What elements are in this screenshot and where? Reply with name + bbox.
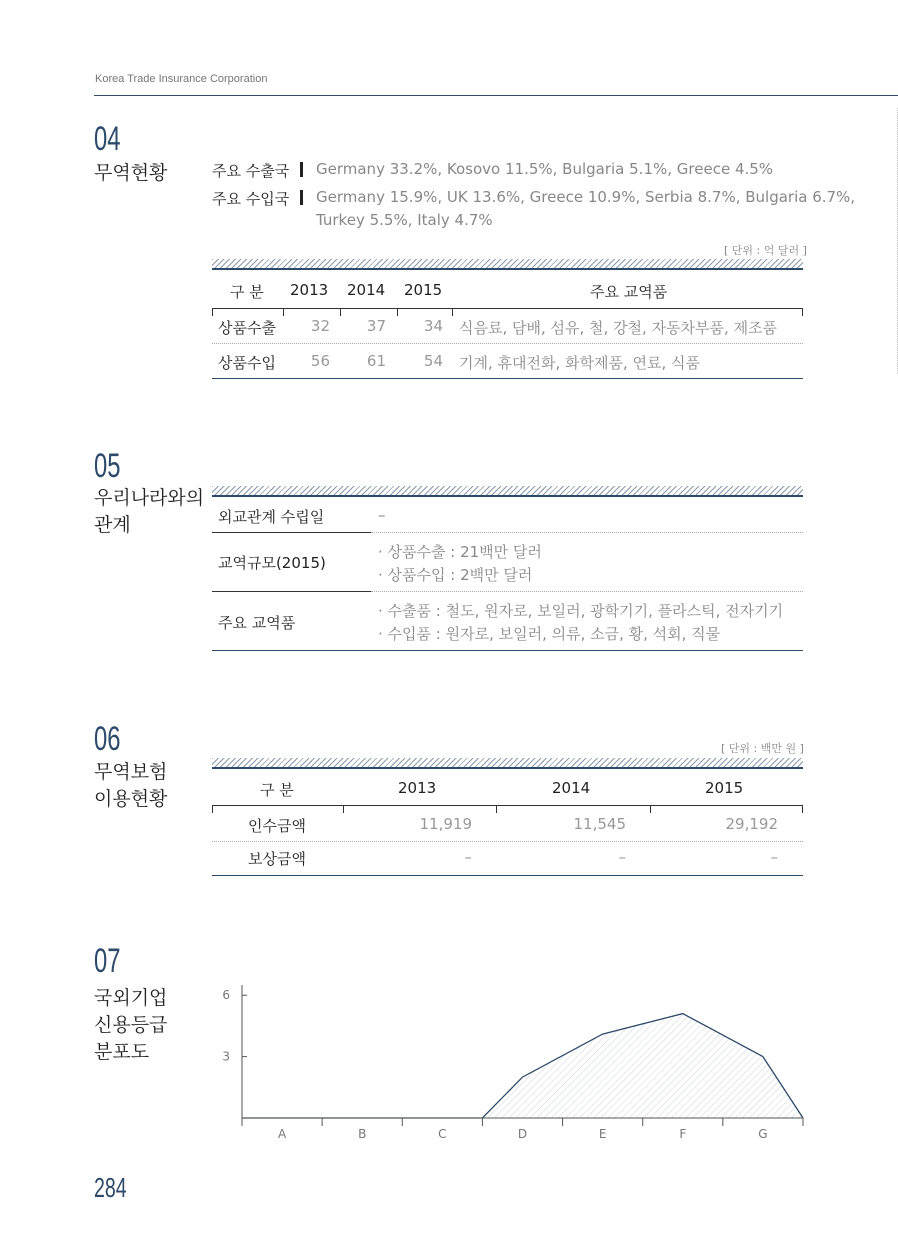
main-exports-label: 주요 수출국 (212, 162, 290, 180)
section-05-title-1: 우리나라와의 (94, 487, 205, 509)
row-label: 주요 교역품 (218, 614, 296, 632)
cell-2015: 54 (423, 352, 443, 370)
row-label: 보상금액 (248, 850, 306, 868)
x-tick-label-d: D (517, 1127, 528, 1141)
row-value: – (378, 506, 386, 524)
col-header-category: 구 분 (230, 283, 264, 301)
x-tick-label-a: A (277, 1127, 287, 1141)
section-05-title-2: 관계 (94, 514, 131, 536)
section-05-number: 05 (94, 447, 121, 485)
y-tick-label: 3 (222, 1049, 230, 1064)
row-label: 교역규모(2015) (218, 554, 326, 572)
main-imports-label: 주요 수입국 (212, 190, 290, 208)
col-header-2014: 2014 (552, 779, 591, 797)
row-value-line: · 상품수입 : 2백만 달러 (378, 566, 533, 584)
trade-table-unit: [ 단위 : 억 달러 ] (724, 244, 807, 257)
col-header-2015: 2015 (705, 779, 744, 797)
cell-2015: – (770, 848, 778, 866)
row-label: 인수금액 (248, 817, 306, 835)
x-tick-label-f: F (679, 1127, 687, 1141)
row-value-line: · 상품수출 : 21백만 달러 (378, 543, 542, 561)
main-imports-value-2: Turkey 5.5%, Italy 4.7% (316, 211, 493, 229)
section-07-title-1: 국외기업 (94, 987, 168, 1009)
cell-items: 식음료, 담배, 섬유, 철, 강철, 자동차부품, 제조품 (459, 319, 778, 337)
cell-2013: 11,919 (419, 815, 472, 833)
cell-2013: – (464, 848, 472, 866)
section-07-number: 07 (94, 942, 121, 980)
section-07-title-3: 분포도 (94, 1041, 150, 1063)
cell-2014: 11,545 (573, 815, 626, 833)
section-06-number: 06 (94, 720, 121, 758)
main-imports-value-1: Germany 15.9%, UK 13.6%, Greece 10.9%, Serbia 8.7%, Bulgaria 6.7%, (316, 188, 856, 206)
x-tick-label-e: E (598, 1127, 607, 1141)
section-04-number: 04 (94, 120, 121, 158)
y-tick-label: 6 (222, 988, 230, 1003)
col-header-2015: 2015 (404, 281, 443, 299)
col-header-2013: 2013 (398, 779, 437, 797)
main-exports-value: Germany 33.2%, Kosovo 11.5%, Bulgaria 5.1%, Greece 4.5% (316, 160, 774, 178)
cell-items: 기계, 휴대전화, 화학제품, 연료, 식품 (459, 354, 701, 372)
col-header-items: 주요 교역품 (590, 283, 668, 301)
x-tick-label-b: B (358, 1127, 367, 1141)
row-label: 외교관계 수립일 (218, 508, 325, 526)
section-06-title-1: 무역보험 (94, 761, 168, 783)
row-label: 상품수입 (218, 354, 276, 372)
insurance-table-unit: [ 단위 : 백만 원 ] (721, 742, 804, 755)
cell-2013: 56 (310, 352, 330, 370)
row-value-line: · 수입품 : 원자로, 보일러, 의류, 소금, 황, 석회, 직물 (378, 625, 721, 643)
section-06-title-2: 이용현황 (94, 788, 168, 810)
distribution-area (242, 1014, 803, 1118)
running-header: Korea Trade Insurance Corporation (95, 73, 268, 85)
cell-2015: 29,192 (725, 815, 778, 833)
cell-2014: – (618, 848, 626, 866)
page-number: 284 (94, 1172, 127, 1203)
row-value-line: · 수출품 : 철도, 원자로, 보일러, 광학기기, 플라스틱, 전자기기 (378, 602, 784, 620)
x-tick-label-c: C (438, 1127, 447, 1141)
cell-2015: 34 (423, 317, 443, 335)
cell-2014: 61 (366, 352, 386, 370)
cell-2013: 32 (310, 317, 330, 335)
row-label: 상품수출 (218, 319, 276, 337)
section-07-title-2: 신용등급 (94, 1014, 168, 1036)
cell-2014: 37 (366, 317, 386, 335)
col-header-2014: 2014 (347, 281, 386, 299)
col-header-category: 구 분 (260, 781, 294, 799)
section-04-title: 무역현황 (94, 162, 168, 184)
x-tick-label-g: G (758, 1127, 768, 1141)
col-header-2013: 2013 (290, 281, 329, 299)
